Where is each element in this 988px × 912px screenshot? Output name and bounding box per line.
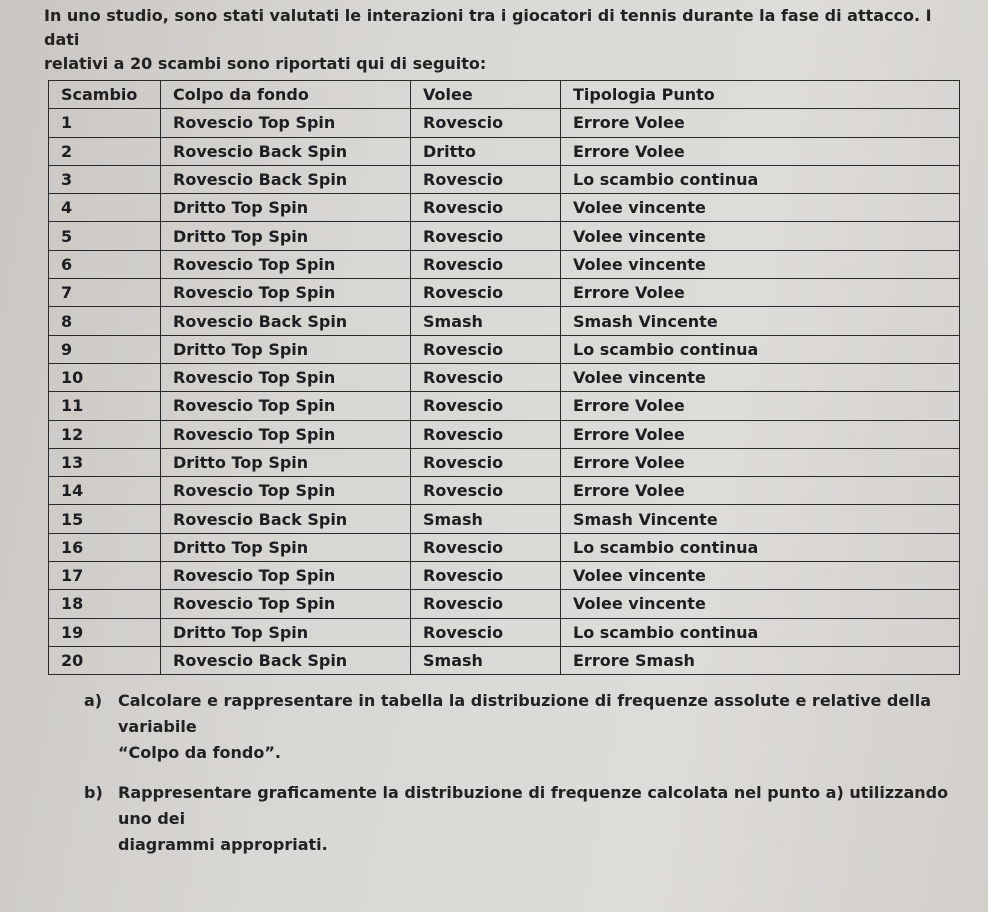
question-label: b) bbox=[84, 783, 103, 802]
cell-tipologia-punto: Errore Volee bbox=[561, 477, 960, 505]
table-row bbox=[49, 505, 960, 533]
cell-tipologia-punto: Errore Volee bbox=[561, 420, 960, 448]
cell-tipologia-punto: Errore Volee bbox=[561, 109, 960, 137]
cell-tipologia-punto: Volee vincente bbox=[561, 194, 960, 222]
question-text bbox=[118, 688, 964, 766]
cell-volee: Rovescio bbox=[411, 477, 561, 505]
cell-tipologia-punto: Volee vincente bbox=[561, 363, 960, 391]
cell-scambio: 11 bbox=[49, 392, 161, 420]
table-row bbox=[49, 477, 960, 505]
cell-volee: Rovescio bbox=[411, 194, 561, 222]
cell-tipologia-punto: Volee vincente bbox=[561, 250, 960, 278]
header-tipologia-punto: Tipologia Punto bbox=[561, 81, 960, 109]
cell-volee: Rovescio bbox=[411, 562, 561, 590]
table-row bbox=[49, 279, 960, 307]
cell-tipologia-punto: Lo scambio continua bbox=[561, 165, 960, 193]
table-row bbox=[49, 420, 960, 448]
cell-tipologia-punto: Lo scambio continua bbox=[561, 618, 960, 646]
header-volee: Volee bbox=[411, 81, 561, 109]
cell-volee: Rovescio bbox=[411, 222, 561, 250]
cell-scambio: 17 bbox=[49, 562, 161, 590]
question-b bbox=[84, 780, 964, 858]
intro-line-1: In uno studio, sono stati valutati le interazioni tra i giocatori di tennis durante la fase di attacco. I dati bbox=[44, 6, 932, 49]
table-row bbox=[49, 307, 960, 335]
cell-colpo-da-fondo: Dritto Top Spin bbox=[161, 335, 411, 363]
cell-scambio: 19 bbox=[49, 618, 161, 646]
cell-tipologia-punto: Errore Smash bbox=[561, 646, 960, 674]
table-row bbox=[49, 250, 960, 278]
header-scambio: Scambio bbox=[49, 81, 161, 109]
cell-volee: Smash bbox=[411, 307, 561, 335]
question-line: “Colpo da fondo”. bbox=[118, 743, 281, 762]
cell-scambio: 8 bbox=[49, 307, 161, 335]
intro-text bbox=[44, 4, 944, 76]
cell-tipologia-punto: Smash Vincente bbox=[561, 307, 960, 335]
header-colpo-da-fondo: Colpo da fondo bbox=[161, 81, 411, 109]
cell-colpo-da-fondo: Rovescio Top Spin bbox=[161, 477, 411, 505]
cell-colpo-da-fondo: Rovescio Back Spin bbox=[161, 137, 411, 165]
table-row bbox=[49, 137, 960, 165]
table-row bbox=[49, 222, 960, 250]
table-row bbox=[49, 448, 960, 476]
question-line: Calcolare e rappresentare in tabella la distribuzione di frequenze assolute e relative della variabile bbox=[118, 691, 931, 736]
cell-scambio: 9 bbox=[49, 335, 161, 363]
cell-colpo-da-fondo: Dritto Top Spin bbox=[161, 618, 411, 646]
cell-tipologia-punto: Errore Volee bbox=[561, 279, 960, 307]
cell-scambio: 7 bbox=[49, 279, 161, 307]
cell-scambio: 2 bbox=[49, 137, 161, 165]
cell-colpo-da-fondo: Rovescio Top Spin bbox=[161, 109, 411, 137]
cell-scambio: 14 bbox=[49, 477, 161, 505]
cell-colpo-da-fondo: Rovescio Back Spin bbox=[161, 307, 411, 335]
cell-scambio: 12 bbox=[49, 420, 161, 448]
cell-volee: Rovescio bbox=[411, 533, 561, 561]
cell-volee: Rovescio bbox=[411, 109, 561, 137]
table-row bbox=[49, 194, 960, 222]
cell-colpo-da-fondo: Rovescio Back Spin bbox=[161, 505, 411, 533]
table-row bbox=[49, 392, 960, 420]
cell-volee: Dritto bbox=[411, 137, 561, 165]
cell-scambio: 20 bbox=[49, 646, 161, 674]
cell-scambio: 3 bbox=[49, 165, 161, 193]
cell-volee: Rovescio bbox=[411, 618, 561, 646]
cell-colpo-da-fondo: Rovescio Top Spin bbox=[161, 562, 411, 590]
cell-scambio: 4 bbox=[49, 194, 161, 222]
cell-colpo-da-fondo: Rovescio Back Spin bbox=[161, 165, 411, 193]
cell-colpo-da-fondo: Rovescio Back Spin bbox=[161, 646, 411, 674]
cell-colpo-da-fondo: Dritto Top Spin bbox=[161, 222, 411, 250]
table-row bbox=[49, 335, 960, 363]
cell-colpo-da-fondo: Dritto Top Spin bbox=[161, 194, 411, 222]
rallies-table bbox=[48, 80, 960, 675]
cell-volee: Rovescio bbox=[411, 363, 561, 391]
cell-colpo-da-fondo: Rovescio Top Spin bbox=[161, 279, 411, 307]
cell-colpo-da-fondo: Rovescio Top Spin bbox=[161, 420, 411, 448]
cell-scambio: 10 bbox=[49, 363, 161, 391]
cell-scambio: 13 bbox=[49, 448, 161, 476]
cell-scambio: 5 bbox=[49, 222, 161, 250]
cell-volee: Rovescio bbox=[411, 335, 561, 363]
cell-tipologia-punto: Errore Volee bbox=[561, 137, 960, 165]
cell-volee: Rovescio bbox=[411, 279, 561, 307]
cell-scambio: 15 bbox=[49, 505, 161, 533]
table-header-row bbox=[49, 81, 960, 109]
question-line: Rappresentare graficamente la distribuzione di frequenze calcolata nel punto a) utilizzando uno dei bbox=[118, 783, 949, 828]
question-label: a) bbox=[84, 691, 103, 710]
cell-volee: Rovescio bbox=[411, 448, 561, 476]
cell-volee: Rovescio bbox=[411, 165, 561, 193]
cell-volee: Smash bbox=[411, 646, 561, 674]
table-body bbox=[49, 109, 960, 675]
question-text bbox=[118, 780, 964, 858]
cell-colpo-da-fondo: Rovescio Top Spin bbox=[161, 590, 411, 618]
table-row bbox=[49, 363, 960, 391]
cell-scambio: 1 bbox=[49, 109, 161, 137]
table-row bbox=[49, 109, 960, 137]
cell-colpo-da-fondo: Dritto Top Spin bbox=[161, 533, 411, 561]
table-row bbox=[49, 590, 960, 618]
cell-tipologia-punto: Errore Volee bbox=[561, 392, 960, 420]
cell-volee: Rovescio bbox=[411, 420, 561, 448]
cell-colpo-da-fondo: Rovescio Top Spin bbox=[161, 250, 411, 278]
intro-line-2: relativi a 20 scambi sono riportati qui di seguito: bbox=[44, 54, 487, 73]
cell-volee: Rovescio bbox=[411, 250, 561, 278]
table-row bbox=[49, 165, 960, 193]
cell-volee: Smash bbox=[411, 505, 561, 533]
questions bbox=[84, 688, 964, 872]
cell-volee: Rovescio bbox=[411, 590, 561, 618]
cell-colpo-da-fondo: Rovescio Top Spin bbox=[161, 363, 411, 391]
cell-tipologia-punto: Lo scambio continua bbox=[561, 533, 960, 561]
cell-tipologia-punto: Errore Volee bbox=[561, 448, 960, 476]
table-row bbox=[49, 646, 960, 674]
cell-tipologia-punto: Lo scambio continua bbox=[561, 335, 960, 363]
cell-scambio: 16 bbox=[49, 533, 161, 561]
cell-volee: Rovescio bbox=[411, 392, 561, 420]
cell-tipologia-punto: Smash Vincente bbox=[561, 505, 960, 533]
table-row bbox=[49, 533, 960, 561]
table-row bbox=[49, 618, 960, 646]
question-line: diagrammi appropriati. bbox=[118, 835, 328, 854]
table-row bbox=[49, 562, 960, 590]
cell-tipologia-punto: Volee vincente bbox=[561, 222, 960, 250]
question-a bbox=[84, 688, 964, 766]
cell-scambio: 18 bbox=[49, 590, 161, 618]
cell-tipologia-punto: Volee vincente bbox=[561, 590, 960, 618]
cell-colpo-da-fondo: Rovescio Top Spin bbox=[161, 392, 411, 420]
cell-scambio: 6 bbox=[49, 250, 161, 278]
cell-colpo-da-fondo: Dritto Top Spin bbox=[161, 448, 411, 476]
cell-tipologia-punto: Volee vincente bbox=[561, 562, 960, 590]
